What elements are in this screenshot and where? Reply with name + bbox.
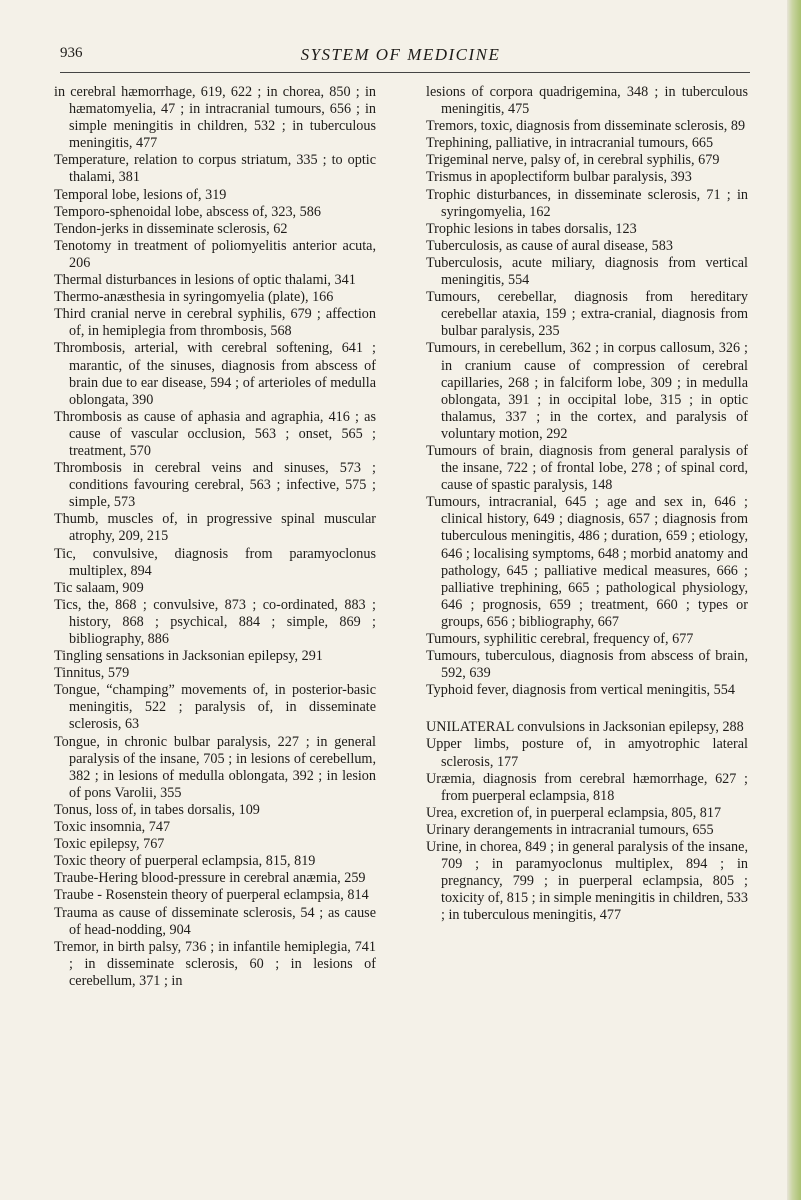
index-entry: Tumours, in cerebellum, 362 ; in corpus callosum, 326 ; in cranium cause of compression of cerebral capillaries, 268 ; in falciform lobe, 309 ; in medulla oblongata, 391 ; in occipital lobe, 315 ; in optic thalamus, 337 ; in the cortex, and paralysis of voluntary motion, 292 bbox=[426, 340, 748, 442]
index-entry: lesions of corpora quadrigemina, 348 ; in tuberculous meningitis, 475 bbox=[426, 84, 748, 118]
index-entry: Tumours, intracranial, 645 ; age and sex in, 646 ; clinical history, 649 ; diagnosis, 657 ; diagnosis from tuberculous meningitis, 486 ; duration, 659 ; etiology, 646 ; localising symptoms, 648 ; morbid anatomy and pathology, 645 ; palliative medical measures, 666 ; palliative trephining, 665 ; pathological physiology, 646 ; prognosis, 659 ; treatment, 660 ; types or groups, 656 ; bibliography, 667 bbox=[426, 494, 748, 630]
index-entry: Thrombosis, arterial, with cerebral softening, 641 ; marantic, of the sinuses, diagnosis from abscess of brain due to ear disease, 594 ; of arterioles of medulla oblongata, 390 bbox=[54, 340, 376, 408]
index-entry: Upper limbs, posture of, in amyotrophic lateral sclerosis, 177 bbox=[426, 736, 748, 770]
index-entry: Tumours, syphilitic cerebral, frequency of, 677 bbox=[426, 631, 694, 647]
index-entry: Tic, convulsive, diagnosis from paramyoclonus multiplex, 894 bbox=[54, 545, 376, 579]
index-entry: Toxic insomnia, 747 bbox=[54, 819, 171, 836]
page-edge bbox=[787, 0, 801, 1200]
index-entry: Tingling sensations in Jacksonian epilepsy, 291 bbox=[54, 648, 323, 665]
index-entry: Tendon-jerks in disseminate sclerosis, 62 bbox=[54, 220, 288, 237]
index-entry: Tremors, toxic, diagnosis from disseminate sclerosis, 89 bbox=[426, 118, 746, 135]
index-entry: Thrombosis as cause of aphasia and agraphia, 416 ; as cause of vascular occlusion, 563 ; onset, 565 ; treatment, 570 bbox=[54, 408, 376, 459]
index-entry: Tic salaam, 909 bbox=[54, 579, 144, 596]
index-entry: Tongue, “champing” movements of, in posterior-basic meningitis, 522 ; paralysis of, in disseminate sclerosis, 63 bbox=[54, 682, 376, 733]
index-entry: in cerebral hæmorrhage, 619, 622 ; in chorea, 850 ; in hæmatomyelia, 47 ; in intracranial tumours, 656 ; in simple meningitis in children, 532 ; in tuberculous meningitis, 477 bbox=[54, 84, 376, 152]
index-entry: Thermo-anæsthesia in syringomyelia (plate), 166 bbox=[54, 289, 334, 306]
index-entry: Thrombosis in cerebral veins and sinuses, 573 ; conditions favouring cerebral, 563 ; infective, 575 ; simple, 573 bbox=[54, 460, 376, 511]
index-entry: Tongue, in chronic bulbar paralysis, 227 ; in general paralysis of the insane, 705 ; in lesions of cerebellum, 382 ; in lesions of medulla oblongata, 392 ; in lesion of pons Varolii, 355 bbox=[54, 733, 376, 801]
index-entry: Toxic epilepsy, 767 bbox=[54, 836, 165, 853]
index-entry: Urea, excretion of, in puerperal eclampsia, 805, 817 bbox=[426, 804, 722, 821]
page-number: 936 bbox=[60, 45, 83, 61]
letter-section-gap bbox=[426, 699, 748, 719]
index-entry: Trophic disturbances, in disseminate sclerosis, 71 ; in syringomyelia, 162 bbox=[426, 186, 748, 220]
index-entry: Temporo-sphenoidal lobe, abscess of, 323, 586 bbox=[54, 203, 321, 220]
index-entry: Tenotomy in treatment of poliomyelitis anterior acuta, 206 bbox=[54, 237, 376, 271]
index-entry: Tuberculosis, acute miliary, diagnosis from vertical meningitis, 554 bbox=[426, 254, 748, 289]
index-entry: Tonus, loss of, in tabes dorsalis, 109 bbox=[54, 801, 260, 818]
index-entry: Toxic theory of puerperal eclampsia, 815, 819 bbox=[54, 853, 316, 870]
index-entry: Trophic lesions in tabes dorsalis, 123 bbox=[426, 220, 637, 237]
index-entry: Typhoid fever, diagnosis from vertical meningitis, 554 bbox=[426, 682, 735, 699]
index-entry: Third cranial nerve in cerebral syphilis, 679 ; affection of, in hemiplegia from thrombosis, 568 bbox=[54, 306, 376, 340]
index-entry: Tics, the, 868 ; convulsive, 873 ; co-ordinated, 883 ; history, 868 ; psychical, 884 ; simple, 869 ; bibliography, 886 bbox=[54, 596, 376, 647]
index-entry: Uræmia, diagnosis from cerebral hæmorrhage, 627 ; from puerperal eclampsia, 818 bbox=[426, 770, 748, 804]
index-entry: Temporal lobe, lesions of, 319 bbox=[54, 186, 227, 203]
index-entry: Traube-Hering blood-pressure in cerebral anæmia, 259 bbox=[54, 870, 366, 887]
index-column-left bbox=[54, 84, 376, 990]
header-rule bbox=[60, 72, 750, 73]
index-entry: Trismus in apoplectiform bulbar paralysis, 393 bbox=[426, 169, 692, 186]
index-entry: Urine, in chorea, 849 ; in general paralysis of the insane, 709 ; in paramyoclonus multiplex, 894 ; in pregnancy, 799 ; in puerperal eclampsia, 805 ; toxicity of, 815 ; in simple meningitis in children, 533 ; in tuberculous meningitis, 477 bbox=[426, 839, 748, 924]
index-entry: Tumours, cerebellar, diagnosis from hereditary cerebellar ataxia, 159 ; extra-cranial, diagnosis from bulbar paralysis, 235 bbox=[426, 289, 748, 340]
index-entry: Urinary derangements in intracranial tumours, 655 bbox=[426, 821, 714, 838]
index-entry: Tuberculosis, as cause of aural disease, 583 bbox=[426, 237, 673, 254]
index-entry: Trephining, palliative, in intracranial tumours, 665 bbox=[426, 135, 714, 152]
index-entry: Thermal disturbances in lesions of optic thalami, 341 bbox=[54, 272, 356, 289]
index-entry: Temperature, relation to corpus striatum, 335 ; to optic thalami, 381 bbox=[54, 152, 376, 186]
index-column-right bbox=[426, 84, 748, 925]
index-entry: Tumours of brain, diagnosis from general paralysis of the insane, 722 ; of frontal lobe, 278 ; of spinal cord, cause of spastic paralysis, 148 bbox=[426, 442, 748, 494]
index-entry: Thumb, muscles of, in progressive spinal muscular atrophy, 209, 215 bbox=[54, 511, 376, 545]
index-entry: UNILATERAL convulsions in Jacksonian epilepsy, 288 bbox=[426, 719, 744, 736]
index-entry: Traube - Rosenstein theory of puerperal eclampsia, 814 bbox=[54, 887, 369, 904]
index-entry: Trauma as cause of disseminate sclerosis, 54 ; as cause of head-nodding, 904 bbox=[54, 904, 376, 938]
index-entry: Tumours, tuberculous, diagnosis from abscess of brain, 592, 639 bbox=[426, 648, 748, 682]
index-entry: Tremor, in birth palsy, 736 ; in infantile hemiplegia, 741 ; in disseminate sclerosis, 60 ; in lesions of cerebellum, 371 ; in bbox=[54, 938, 376, 989]
index-entry: Trigeminal nerve, palsy of, in cerebral syphilis, 679 bbox=[426, 152, 720, 169]
running-head: SYSTEM OF MEDICINE bbox=[300, 45, 501, 64]
index-entry: Tinnitus, 579 bbox=[54, 665, 130, 682]
